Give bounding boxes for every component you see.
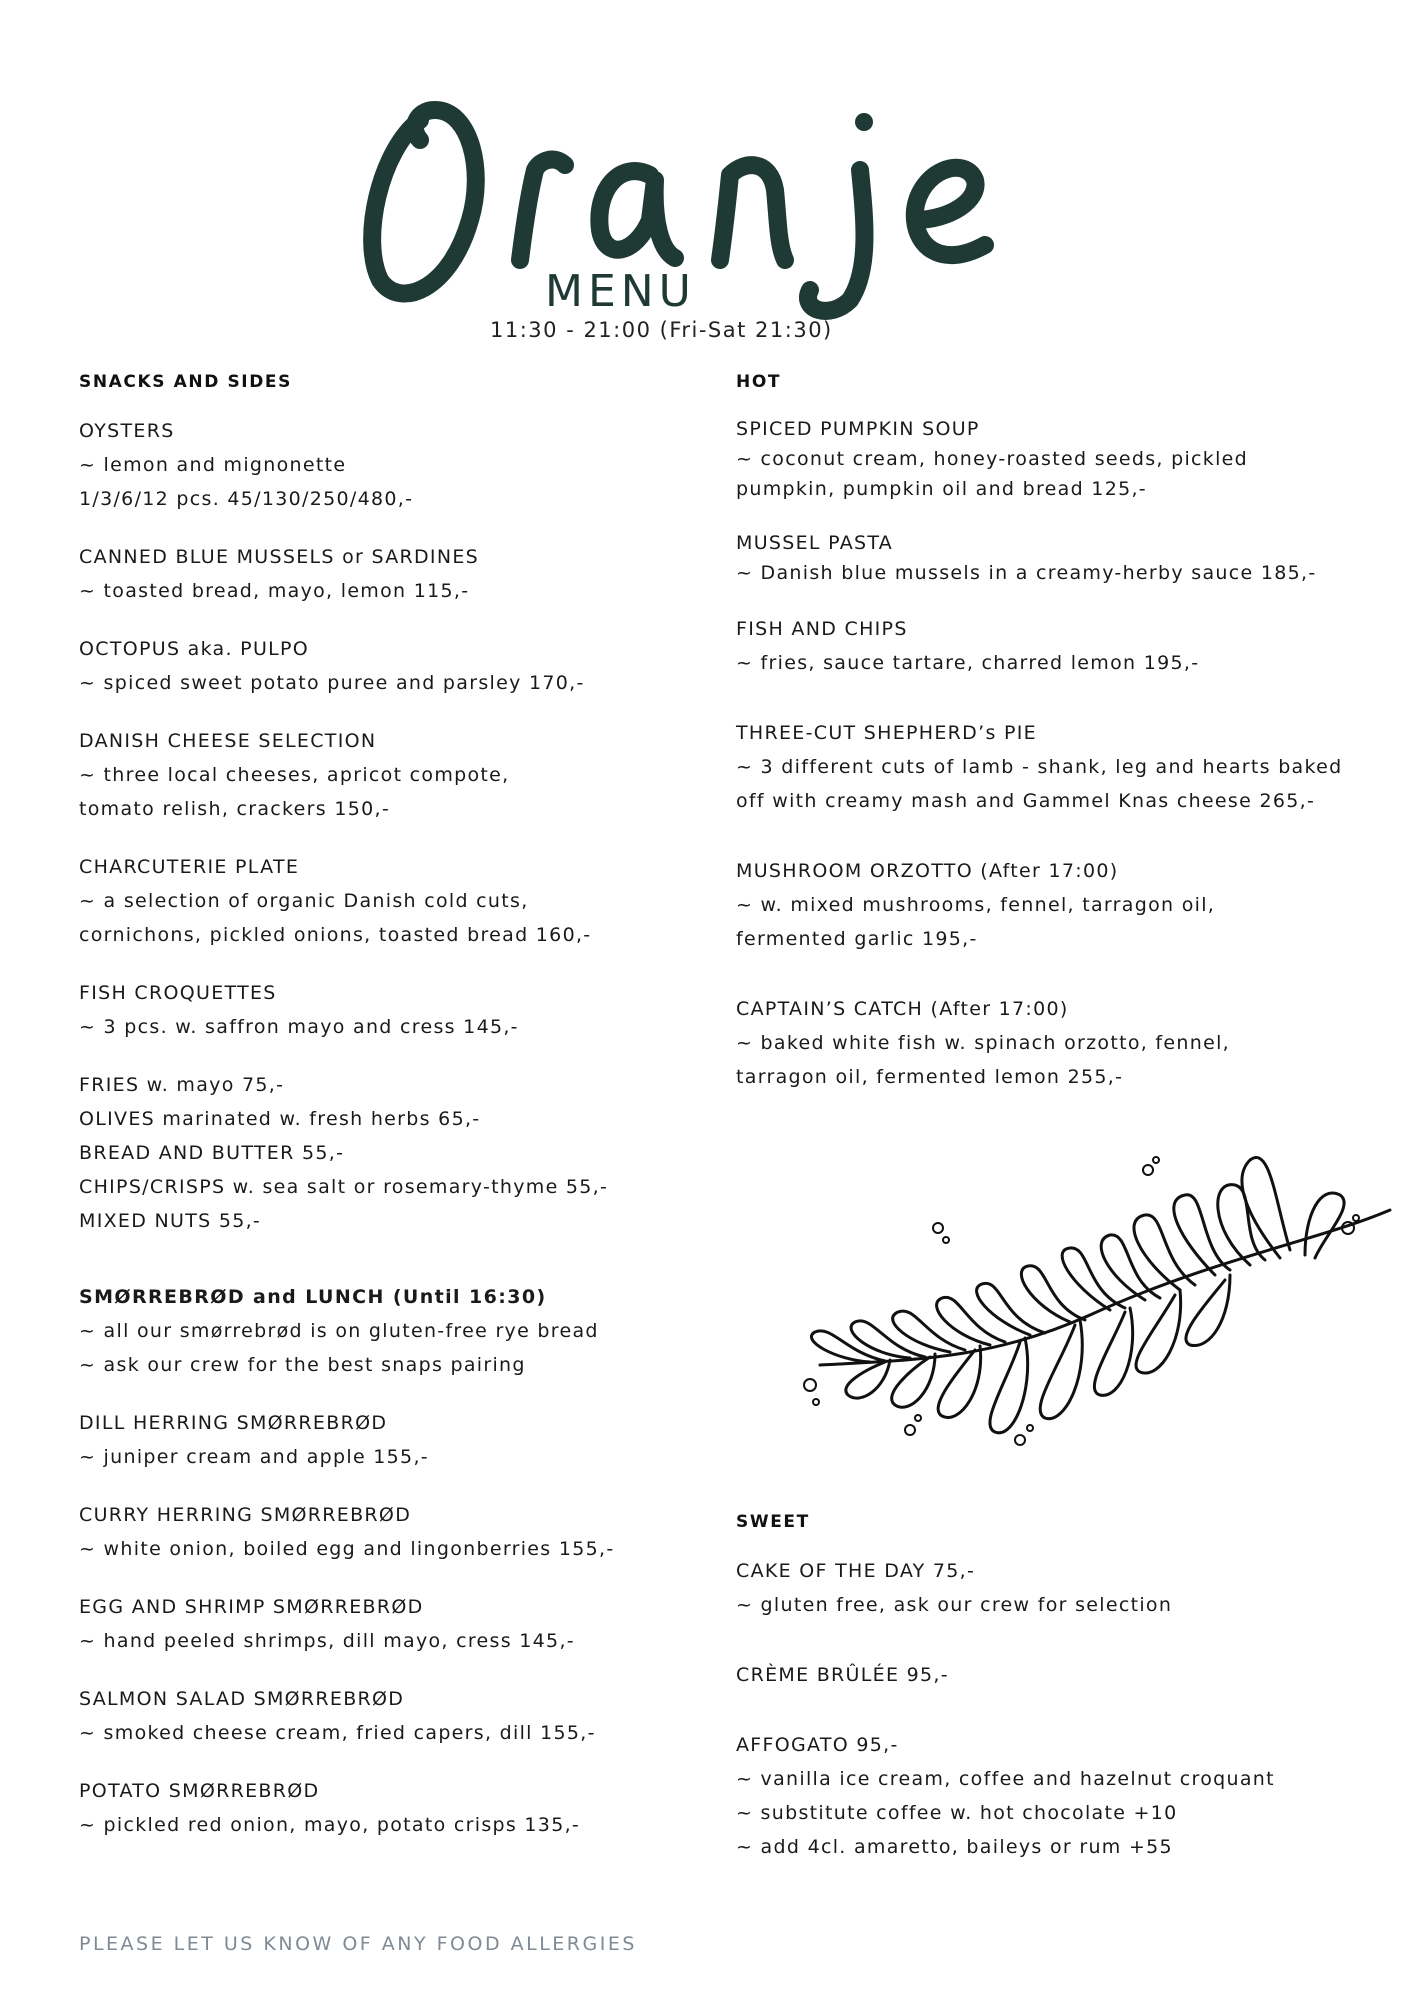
- menu-item: [79, 632, 719, 700]
- item-name: DANISH CHEESE SELECTION: [79, 730, 377, 752]
- menu-item: [736, 854, 1376, 956]
- menu-item: [79, 1498, 719, 1566]
- item-name: CAPTAIN’S CATCH (After 17:00): [736, 998, 1069, 1020]
- menu-item: [736, 528, 1376, 588]
- menu-item: [736, 1554, 1376, 1622]
- menu-item: [79, 724, 719, 826]
- item-desc: tarragon oil, fermented lemon 255,-: [736, 1066, 1124, 1088]
- menu-item: [736, 1658, 1376, 1692]
- item-name: CHARCUTERIE PLATE: [79, 856, 300, 878]
- lunch-note: ~ ask our crew for the best snaps pairing: [79, 1354, 526, 1376]
- item-name: SALMON SALAD SMØRREBRØD: [79, 1688, 405, 1710]
- item-desc: ~ hand peeled shrimps, dill mayo, cress 145,-: [79, 1630, 575, 1652]
- menu-item: [79, 1590, 719, 1658]
- item-name: OYSTERS: [79, 420, 175, 442]
- oranje-logo: [360, 60, 1120, 320]
- item-desc: fermented garlic 195,-: [736, 928, 978, 950]
- menu-item: [79, 976, 719, 1044]
- sweet-section-title: SWEET: [736, 1512, 810, 1532]
- item-name: CURRY HERRING SMØRREBRØD: [79, 1504, 412, 1526]
- menu-item: [736, 1728, 1376, 1864]
- item-desc: ~ a selection of organic Danish cold cuts,: [79, 890, 529, 912]
- item-name: FISH CROQUETTES: [79, 982, 277, 1004]
- item-name: OCTOPUS aka. PULPO: [79, 638, 310, 660]
- item-desc: ~ white onion, boiled egg and lingonberries 155,-: [79, 1538, 615, 1560]
- right-column: [736, 372, 1376, 1094]
- hot-section-title: HOT: [736, 372, 782, 392]
- item-desc: 1/3/6/12 pcs. 45/130/250/480,-: [79, 488, 414, 510]
- item-desc: ~ pickled red onion, mayo, potato crisps 135,-: [79, 1814, 581, 1836]
- item-name: POTATO SMØRREBRØD: [79, 1780, 320, 1802]
- menu-title: MENU: [545, 266, 696, 317]
- allergy-notice: PLEASE LET US KNOW OF ANY FOOD ALLERGIES: [79, 1933, 637, 1955]
- item-desc: ~ 3 pcs. w. saffron mayo and cress 145,-: [79, 1016, 519, 1038]
- item-desc: ~ w. mixed mushrooms, fennel, tarragon oil,: [736, 894, 1216, 916]
- item-desc: ~ 3 different cuts of lamb - shank, leg and hearts baked: [736, 756, 1343, 778]
- item-desc: tomato relish, crackers 150,-: [79, 798, 390, 820]
- snacks-section-title: SNACKS AND SIDES: [79, 372, 292, 392]
- item-name: MUSSEL PASTA: [736, 532, 894, 554]
- menu-item: [79, 414, 719, 516]
- item-name: FISH AND CHIPS: [736, 618, 908, 640]
- item-desc: ~ lemon and mignonette: [79, 454, 347, 476]
- item-desc: off with creamy mash and Gammel Knas cheese 265,-: [736, 790, 1316, 812]
- item-desc: ~ substitute coffee w. hot chocolate +10: [736, 1802, 1178, 1824]
- side-item: BREAD AND BUTTER 55,-: [79, 1142, 345, 1164]
- lunch-note: ~ all our smørrebrød is on gluten-free rye bread: [79, 1320, 599, 1342]
- menu-item: [79, 540, 719, 608]
- item-name: THREE-CUT SHEPHERD’s PIE: [736, 722, 1037, 744]
- item-desc: ~ juniper cream and apple 155,-: [79, 1446, 429, 1468]
- side-item: OLIVES marinated w. fresh herbs 65,-: [79, 1108, 481, 1130]
- opening-hours: 11:30 - 21:00 (Fri-Sat 21:30): [490, 318, 833, 342]
- menu-item: [736, 716, 1376, 818]
- item-name: MUSHROOM ORZOTTO (After 17:00): [736, 860, 1119, 882]
- menu-item: [736, 612, 1376, 680]
- item-desc: ~ coconut cream, honey-roasted seeds, pickled: [736, 448, 1249, 470]
- side-item: CHIPS/CRISPS w. sea salt or rosemary-thyme 55,-: [79, 1176, 609, 1198]
- item-desc: ~ vanilla ice cream, coffee and hazelnut croquant: [736, 1768, 1275, 1790]
- menu-item: [79, 850, 719, 952]
- item-desc: ~ add 4cl. amaretto, baileys or rum +55: [736, 1836, 1173, 1858]
- item-desc: ~ spiced sweet potato puree and parsley 170,-: [79, 672, 585, 694]
- item-name: SPICED PUMPKIN SOUP: [736, 418, 980, 440]
- item-desc: ~ gluten free, ask our crew for selection: [736, 1594, 1173, 1616]
- lunch-section-title: SMØRREBRØD and LUNCH (Until 16:30): [79, 1286, 547, 1308]
- oranje-logo-script: [360, 60, 1120, 320]
- menu-item: [736, 992, 1376, 1094]
- menu-item: [79, 1774, 719, 1842]
- menu-item: [79, 1682, 719, 1750]
- item-desc: ~ three local cheeses, apricot compote,: [79, 764, 510, 786]
- item-desc: ~ smoked cheese cream, fried capers, dill 155,-: [79, 1722, 596, 1744]
- item-desc: ~ toasted bread, mayo, lemon 115,-: [79, 580, 470, 602]
- side-item: MIXED NUTS 55,-: [79, 1210, 262, 1232]
- item-name: DILL HERRING SMØRREBRØD: [79, 1412, 388, 1434]
- item-desc: ~ fries, sauce tartare, charred lemon 195,-: [736, 652, 1200, 674]
- item-name: CANNED BLUE MUSSELS or SARDINES: [79, 546, 480, 568]
- item-desc: ~ baked white fish w. spinach orzotto, fennel,: [736, 1032, 1230, 1054]
- item-desc: ~ Danish blue mussels in a creamy-herby sauce 185,-: [736, 562, 1317, 584]
- side-item: FRIES w. mayo 75,-: [79, 1074, 285, 1096]
- item-desc: cornichons, pickled onions, toasted bread 160,-: [79, 924, 592, 946]
- menu-item: [736, 414, 1376, 504]
- seaweed-illustration-icon: [760, 1140, 1400, 1460]
- item-desc: pumpkin, pumpkin oil and bread 125,-: [736, 478, 1147, 500]
- menu-item: [79, 1406, 719, 1474]
- item-name: AFFOGATO 95,-: [736, 1734, 899, 1756]
- item-name: EGG AND SHRIMP SMØRREBRØD: [79, 1596, 424, 1618]
- sides-list: [79, 1068, 719, 1238]
- left-column: [79, 372, 719, 1842]
- item-name: CAKE OF THE DAY 75,-: [736, 1560, 976, 1582]
- item-name: CRÈME BRÛLÉE 95,-: [736, 1664, 949, 1686]
- sweet-section: [736, 1512, 1376, 1864]
